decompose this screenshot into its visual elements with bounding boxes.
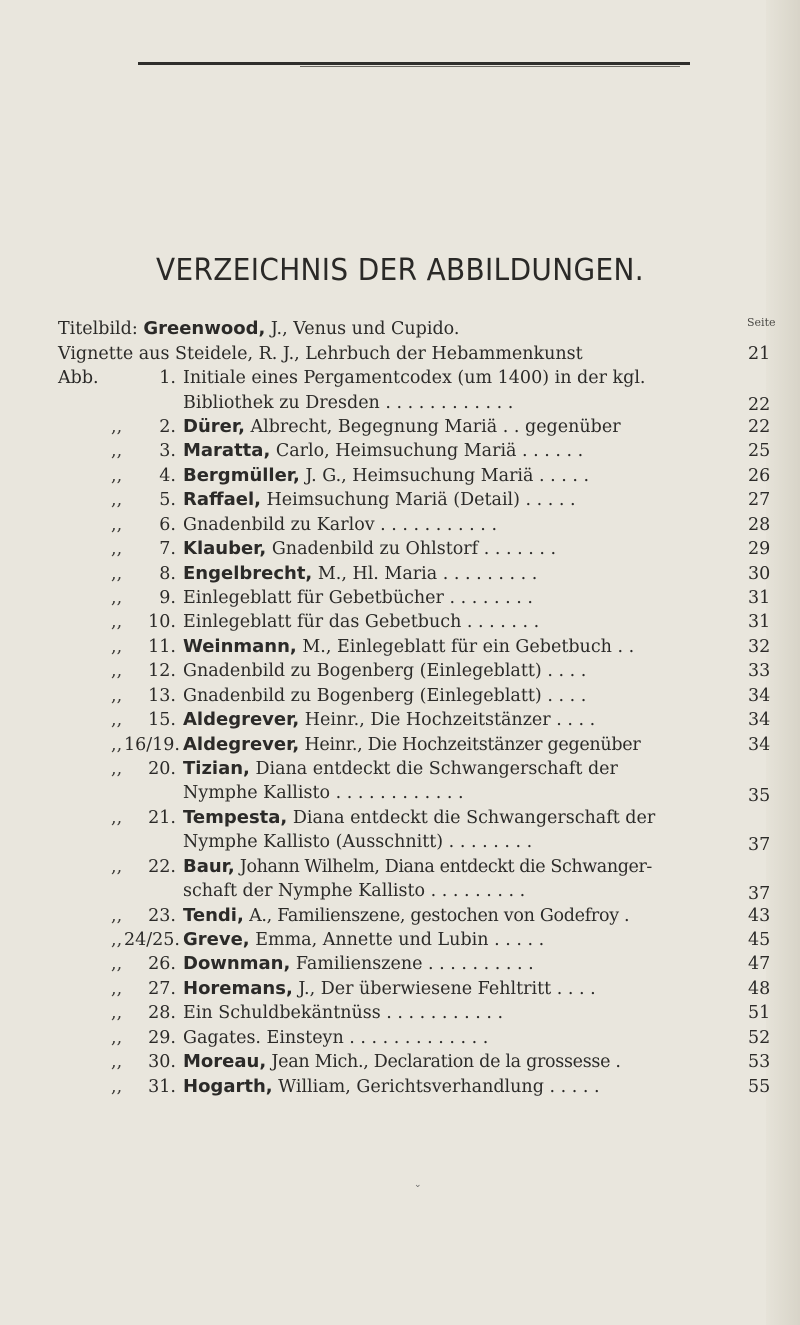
- entry-page: 51: [748, 1003, 771, 1023]
- ditto-mark: ,,: [111, 710, 123, 730]
- entry-description: Emma, Annette und Lubin . . . . .: [249, 930, 545, 950]
- entry-page: 21: [748, 344, 771, 364]
- list-item: [0, 635, 800, 659]
- entry-description: William, Gerichtsverhandlung . . . . .: [272, 1077, 600, 1097]
- entry-description: Gnadenbild zu Karlov . . . . . . . . . . .: [183, 515, 498, 535]
- entry-artist: Aldegrever,: [183, 709, 300, 730]
- entry-continuation: Nymphe Kallisto . . . . . . . . . . . .: [183, 783, 464, 803]
- entry-number: 31.: [148, 1077, 176, 1097]
- entry-number: 4.: [159, 466, 176, 486]
- list-item: [0, 610, 800, 634]
- entry-description: Gnadenbild zu Ohlstorf . . . . . . .: [266, 539, 557, 559]
- ditto-mark: ,,: [111, 490, 123, 510]
- entry-artist: Raffael,: [183, 489, 261, 510]
- entry-number: 29.: [148, 1028, 176, 1048]
- list-item: [0, 562, 800, 586]
- list-item: [0, 488, 800, 512]
- page-column-header: Seite: [747, 316, 776, 329]
- entry-page: 48: [748, 979, 771, 999]
- entry-description: M., Hl. Maria . . . . . . . . .: [312, 564, 538, 584]
- entry-page: 22: [748, 417, 771, 437]
- entry-artist: Baur,: [183, 856, 235, 877]
- entry-artist: Horemans,: [183, 978, 293, 999]
- ditto-mark: ,,: [111, 906, 123, 926]
- ditto-mark: ,,: [111, 1077, 123, 1097]
- entry-description: Albrecht, Begegnung Mariä . . gegenüber: [244, 417, 621, 437]
- entry-page: 30: [748, 564, 771, 584]
- entry-number: 3.: [159, 441, 176, 461]
- entry-description: Initiale eines Pergamentcodex (um 1400) in der kgl.: [183, 368, 646, 388]
- ditto-mark: ,,: [111, 612, 123, 632]
- list-item: [0, 757, 800, 781]
- ditto-mark: ,,: [111, 417, 123, 437]
- list-item: [0, 952, 800, 976]
- list-item: [0, 464, 800, 488]
- list-item: [0, 415, 800, 439]
- list-item: [0, 904, 800, 928]
- list-item: [0, 1075, 800, 1099]
- entry-description: Gagates. Einsteyn . . . . . . . . . . . . .: [183, 1028, 489, 1048]
- entry-description: Gnadenbild zu Bogenberg (Einlegeblatt) . . . .: [183, 661, 587, 681]
- entry-lead: [58, 342, 583, 366]
- entry-artist: Greenwood,: [143, 318, 266, 339]
- ditto-mark: ,,: [111, 808, 123, 828]
- entry-page: 55: [748, 1077, 771, 1097]
- list-item: [0, 659, 800, 683]
- entry-description: J., Der überwiesene Fehltritt . . . .: [292, 979, 596, 999]
- entry-number: 5.: [159, 490, 176, 510]
- entry-description: Ein Schuldbekäntnüss . . . . . . . . . . .: [183, 1003, 504, 1023]
- list-item: [0, 366, 800, 390]
- entry-number: 1.: [159, 368, 176, 388]
- entry-artist: Downman,: [183, 953, 291, 974]
- entry-artist: Bergmüller,: [183, 465, 300, 486]
- entry-page: 34: [748, 710, 771, 730]
- entry-description: aus Steidele, R. J., Lehrbuch der Hebammenkunst: [133, 344, 583, 364]
- list-item: [0, 830, 800, 854]
- entry-description: Carlo, Heimsuchung Mariä . . . . . .: [270, 441, 584, 461]
- entry-page: 35: [748, 786, 771, 806]
- entry-description: Heinr., Die Hochzeitstänzer gegenüber: [299, 735, 641, 755]
- entry-page: 22: [748, 395, 771, 415]
- entry-description: J., Venus und Cupido.: [265, 319, 460, 339]
- ditto-mark: ,,: [111, 979, 123, 999]
- entry-artist: Klauber,: [183, 538, 267, 559]
- entry-number: 9.: [159, 588, 176, 608]
- entry-description: Diana entdeckt die Schwangerschaft der: [287, 808, 656, 828]
- list-item: [0, 879, 800, 903]
- entry-number: 16/19.: [124, 735, 180, 755]
- entry-lead-label: Abb.: [58, 368, 99, 388]
- entry-artist: Dürer,: [183, 416, 245, 437]
- ditto-mark: ,,: [111, 564, 123, 584]
- list-item: [0, 537, 800, 561]
- entry-number: 7.: [159, 539, 176, 559]
- entry-continuation: Nymphe Kallisto (Ausschnitt) . . . . . . . .: [183, 832, 533, 852]
- entry-continuation: schaft der Nymphe Kallisto . . . . . . . . .: [183, 881, 526, 901]
- entry-page: 45: [748, 930, 771, 950]
- entry-page: 32: [748, 637, 771, 657]
- entry-continuation: Bibliothek zu Dresden . . . . . . . . . . . .: [183, 393, 514, 413]
- list-item: [0, 684, 800, 708]
- entry-page: 52: [748, 1028, 771, 1048]
- entry-page: 47: [748, 954, 771, 974]
- entry-page: 29: [748, 539, 771, 559]
- list-item: [0, 855, 800, 879]
- list-item: [0, 317, 800, 341]
- entry-description: Heinr., Die Hochzeitstänzer . . . .: [299, 710, 596, 730]
- entry-description: Einlegeblatt für Gebetbücher . . . . . . . .: [183, 588, 533, 608]
- entry-description: A., Familienszene, gestochen von Godefroy .: [243, 906, 630, 926]
- ditto-mark: ,,: [111, 466, 123, 486]
- entry-page: 34: [748, 735, 771, 755]
- ditto-mark: ,,: [111, 954, 123, 974]
- entry-number: 28.: [148, 1003, 176, 1023]
- list-item: [0, 1001, 800, 1025]
- page-title: VERZEICHNIS DER ABBILDUNGEN.: [156, 253, 644, 288]
- entry-lead-label: Vignette: [58, 344, 134, 364]
- entry-artist: Greve,: [183, 929, 250, 950]
- list-item: [0, 342, 800, 366]
- ditto-mark: ,,: [111, 930, 123, 950]
- entry-page: 53: [748, 1052, 771, 1072]
- entry-artist: Engelbrecht,: [183, 563, 313, 584]
- entry-artist: Moreau,: [183, 1051, 267, 1072]
- list-item: [0, 391, 800, 415]
- entry-number: 23.: [148, 906, 176, 926]
- ditto-mark: ,,: [111, 441, 123, 461]
- ditto-mark: ,,: [111, 735, 123, 755]
- entry-description: Jean Mich., Declaration de la grossesse .: [266, 1052, 621, 1072]
- ditto-mark: ,,: [111, 1028, 123, 1048]
- entry-artist: Aldegrever,: [183, 734, 300, 755]
- entry-number: 12.: [148, 661, 176, 681]
- ditto-mark: ,,: [111, 1052, 123, 1072]
- entry-number: 13.: [148, 686, 176, 706]
- entry-page: 37: [748, 884, 771, 904]
- entry-number: 24/25.: [124, 930, 180, 950]
- entry-number: 11.: [148, 637, 176, 657]
- entry-description: M., Einlegeblatt für ein Gebetbuch . .: [296, 637, 635, 657]
- ditto-mark: ,,: [111, 539, 123, 559]
- entry-description: Einlegeblatt für das Gebetbuch . . . . . . .: [183, 612, 540, 632]
- entry-page: 34: [748, 686, 771, 706]
- entry-number: 20.: [148, 759, 176, 779]
- entry-number: 8.: [159, 564, 176, 584]
- entry-number: 15.: [148, 710, 176, 730]
- list-item: [0, 439, 800, 463]
- list-item: [0, 1050, 800, 1074]
- entry-page: 33: [748, 661, 771, 681]
- entry-artist: Tempesta,: [183, 807, 288, 828]
- entry-page: 28: [748, 515, 771, 535]
- entry-artist: Hogarth,: [183, 1076, 273, 1097]
- entry-number: 26.: [148, 954, 176, 974]
- paper-speck: ⌄: [414, 1180, 422, 1190]
- entry-description: Heimsuchung Mariä (Detail) . . . . .: [260, 490, 576, 510]
- ditto-mark: ,,: [111, 515, 123, 535]
- entry-number: 10.: [148, 612, 176, 632]
- entry-page: 27: [748, 490, 771, 510]
- entry-artist: Maratta,: [183, 440, 271, 461]
- entry-page: 26: [748, 466, 771, 486]
- entry-number: 21.: [148, 808, 176, 828]
- list-item: [0, 781, 800, 805]
- entry-description: Familienszene . . . . . . . . . .: [290, 954, 534, 974]
- entry-number: 27.: [148, 979, 176, 999]
- entry-description: Johann Wilhelm, Diana entdeckt die Schwanger-: [234, 857, 652, 877]
- list-item: [0, 928, 800, 952]
- entry-description: Diana entdeckt die Schwangerschaft der: [249, 759, 618, 779]
- list-item: [0, 513, 800, 537]
- ditto-mark: ,,: [111, 857, 123, 877]
- list-item: [0, 977, 800, 1001]
- entry-artist: Tizian,: [183, 758, 250, 779]
- entry-description: J. G., Heimsuchung Mariä . . . . .: [299, 466, 590, 486]
- entry-number: 6.: [159, 515, 176, 535]
- ditto-mark: ,,: [111, 759, 123, 779]
- ditto-mark: ,,: [111, 1003, 123, 1023]
- entry-number: 22.: [148, 857, 176, 877]
- entry-number: 30.: [148, 1052, 176, 1072]
- entry-page: 31: [748, 612, 771, 632]
- ditto-mark: ,,: [111, 637, 123, 657]
- entry-artist: Tendi,: [183, 905, 244, 926]
- entry-lead: [58, 317, 459, 341]
- entry-page: 43: [748, 906, 771, 926]
- list-item: [0, 586, 800, 610]
- list-item: [0, 708, 800, 732]
- entry-page: 25: [748, 441, 771, 461]
- ditto-mark: ,,: [111, 661, 123, 681]
- entry-artist: Weinmann,: [183, 636, 297, 657]
- entry-page: 31: [748, 588, 771, 608]
- list-item: [0, 806, 800, 830]
- list-item: [0, 1026, 800, 1050]
- entry-lead-label: Titelbild:: [58, 319, 138, 339]
- ditto-mark: ,,: [111, 588, 123, 608]
- list-item: [0, 733, 800, 757]
- entry-number: 2.: [159, 417, 176, 437]
- entry-description: Gnadenbild zu Bogenberg (Einlegeblatt) . . . .: [183, 686, 587, 706]
- ditto-mark: ,,: [111, 686, 123, 706]
- entry-page: 37: [748, 835, 771, 855]
